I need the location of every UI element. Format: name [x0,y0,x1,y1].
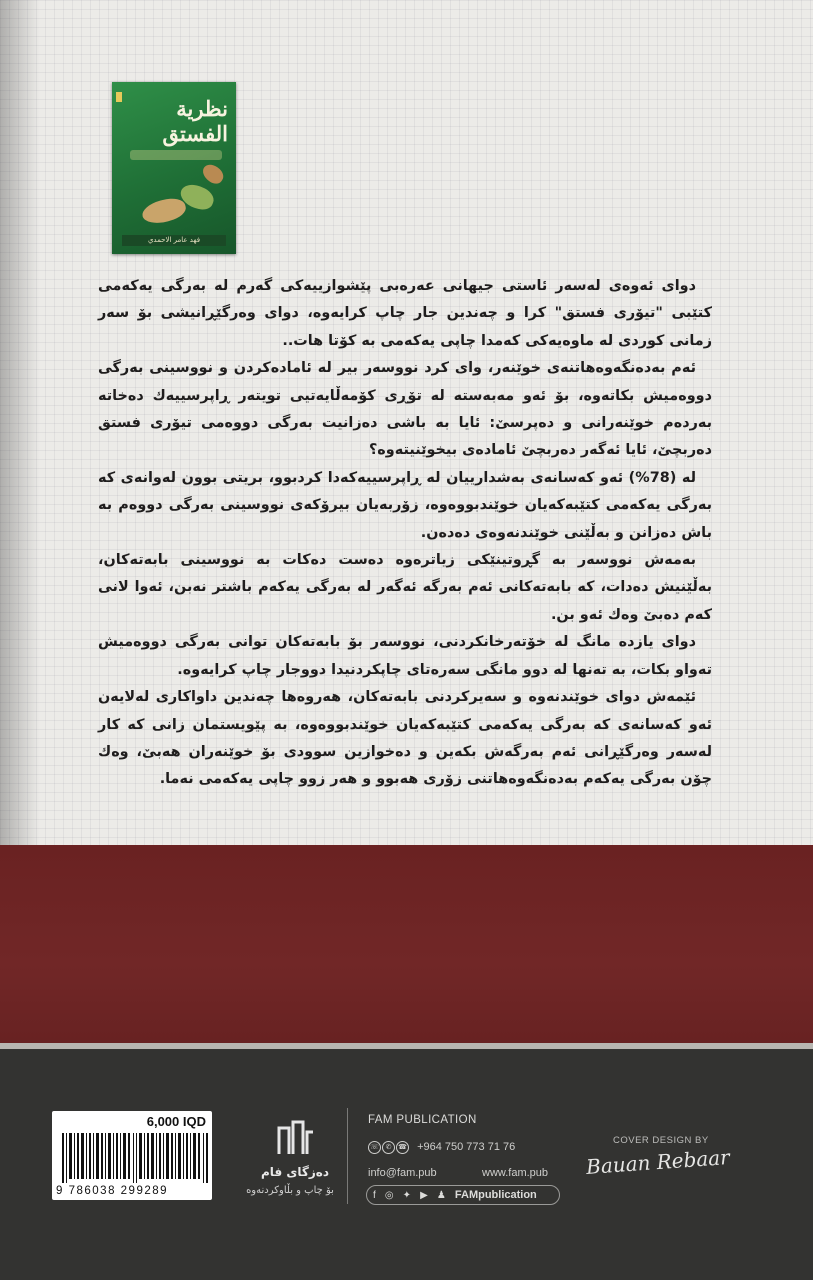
paragraph: دوای ئەوەی لەسەر ئاستی جیهانی عەرەبی پێشوازییەکی گەرم لە بەرگی یەکەمی کتێبی "تیۆری فستق" کرا و چەندین جار چاپ کرایەوە، دوای وەرگێڕانیشی بۆ سەر زمانی کوردی لە ماوەیەکی کەمدا چاپی یەکەمی بە کۆتا هات.. [98,278,712,349]
designer-signature: Bauan Rebaar [585,1145,731,1179]
barcode-icon [62,1133,210,1183]
book-cover-thumbnail [112,82,236,254]
thumbnail-subtitle-strip [130,150,222,160]
whatsapp-icon: ✆ [382,1141,395,1154]
youtube-icon: ▶ [420,1190,428,1201]
pistachio-icon [140,195,188,228]
thumbnail-title: نظرية الفستق [162,96,228,146]
snapchat-icon: ♟ [436,1190,446,1201]
website: www.fam.pub [482,1167,549,1179]
phone-number: +964 750 773 71 76 [417,1141,516,1154]
blurb-text [98,273,712,794]
publisher-name-en: FAM PUBLICATION [368,1114,477,1126]
thumbnail-author: فهد عامر الاحمدي [122,235,226,246]
barcode-label [52,1111,212,1200]
paragraph: بەمەش نووسەر بە گڕوتینێکی زیاترەوە دەست دەکات بە نووسینی بابەتەکان، بەڵێنیش دەدات، کە بابەتەکانی ئەم بەرگە ئەگەر لە بەرگی یەکەم باشتر نەبن، ئەوا لانی کەم دەبێ وەك ئەو بن. [98,552,712,623]
paragraph: ئەم بەدەنگەوەهاتنەی خوێنەر، وای کرد نووسەر بیر لە ئامادەکردن و نووسینی بەرگی دووەمیش بکاتەوە، بۆ ئەو مەبەستە لە تۆڕی کۆمەڵایەتیی تویتەر ڕاپرسییەك دەخاتە بەردەم خوێنەرانی و دەپرسێ: ئایا بە باشی دەزانیت بەرگی دووەمی تیۆری فستق دەربچێ، ئایا ئەگەر دەربچێ ئامادەی بیخوێنیتەوە؟ [98,360,712,459]
publisher-tagline-ku: بۆ چاپ و بڵاوکردنەوە [246,1185,334,1196]
paragraph: ئێمەش دوای خوێندنەوە و سەیرکردنی بابەتەکان، هەروەها چەندین داواکاری لەلایەن ئەو کەسانەی کە بەرگی یەکەمی کتێبەکەیان خوێندبووەوە، بە پێویستمان زانی کە کار لەسەر وەرگێڕانی ئەم بەرگەش بکەین و دەخوازین سوودی بۆ خوێنەران هەبێ، وەك چۆن بەرگی یەکەم بەدەنگەوەهاتنی زۆری هەبوو و هەر زوو چاپی یەکەمی نەما. [98,689,712,788]
twitter-icon: ✦ [402,1190,412,1201]
viber-icon: ☏ [368,1141,381,1154]
cover-design-label: COVER DESIGN BY [613,1135,709,1146]
phone-icon: ☎ [396,1141,409,1154]
price: 6,000 IQD [146,1114,206,1129]
pistachio-icon [199,161,226,187]
social-media-bar [366,1185,560,1205]
paragraph: دوای یازدە مانگ لە خۆتەرخانکردنی، نووسەر بۆ بابەتەکان توانی بەرگی دووەمیش تەواو بکات، بە تەنها لە دوو مانگی سەرەتای چاپکردنیدا دووجار چاپ کرایەوە. [98,634,712,678]
binding-shadow [0,0,40,845]
phone-row [368,1141,515,1154]
instagram-icon: ◎ [384,1190,394,1201]
facebook-icon: f [373,1190,376,1201]
isbn-number: 9 786038 299289 [56,1185,169,1197]
publisher-name-ku: دەزگای فام [261,1165,329,1179]
social-handle: FAMpublication [454,1189,537,1201]
paragraph: لە (78%) ئەو کەسانەی بەشدارییان لە ڕاپرسییەکەدا کردبوو، بریتی بوون لەوانەی کە بەرگی یەکەمی کتێبەکەیان خوێندبووەوە، زۆربەیان بیرۆکەی نووسینی بەرگی دووەم بە باش دەزانن و بەڵێنی خوێندنەوەی دەدەن. [98,469,712,541]
email: info@fam.pub [368,1167,437,1179]
maroon-band [0,845,813,1043]
fam-logo-icon [275,1118,315,1158]
panel-divider [347,1108,348,1204]
